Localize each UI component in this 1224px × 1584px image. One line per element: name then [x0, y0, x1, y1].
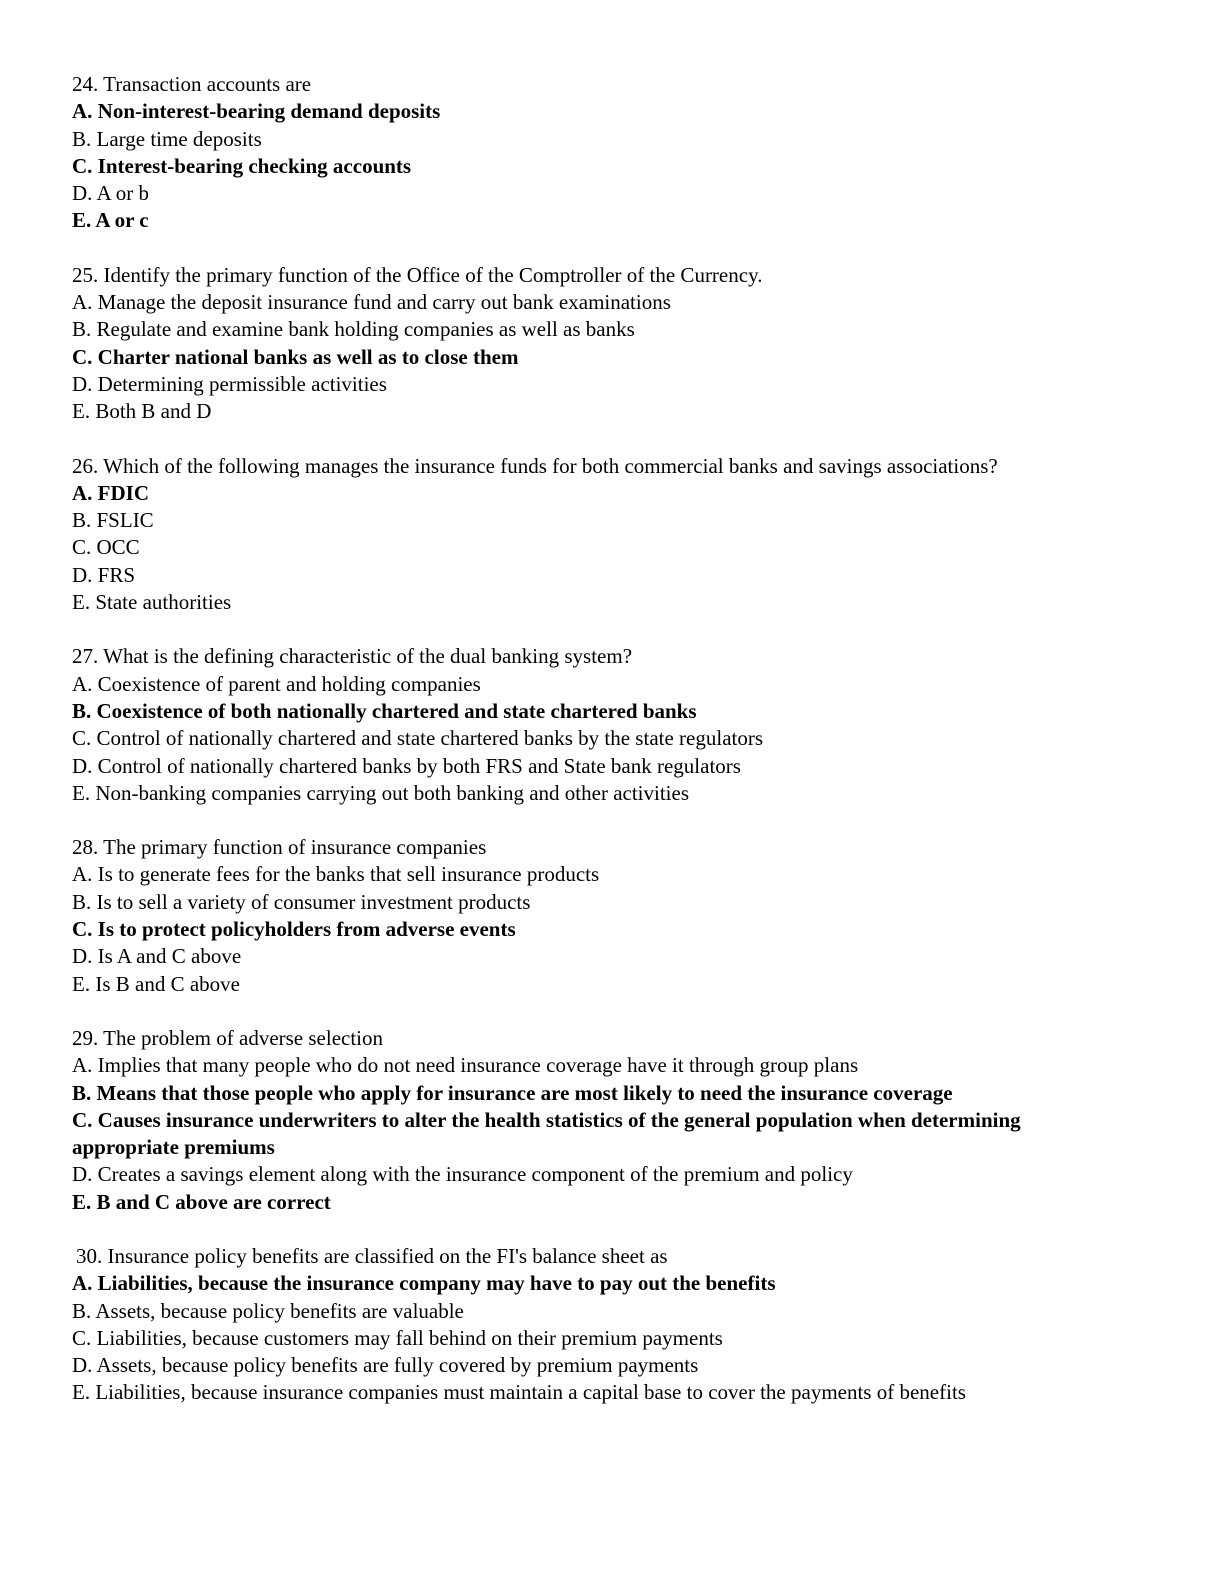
- answer-option: C. Interest-bearing checking accounts: [72, 153, 412, 178]
- answer-option: E. Is B and C above: [72, 971, 240, 996]
- question-24: [72, 71, 1172, 235]
- answer-option: C. Causes insurance underwriters to alter the health statistics of the general population when determining appropriate premiums: [72, 1107, 1021, 1160]
- answer-option: A. Coexistence of parent and holding companies: [72, 671, 481, 696]
- answer-option: E. Liabilities, because insurance companies must maintain a capital base to cover the payments of benefits: [72, 1380, 966, 1405]
- answer-option: D. Is A and C above: [72, 944, 242, 969]
- answer-option: A. Liabilities, because the insurance company may have to pay out the benefits: [72, 1271, 776, 1296]
- answer-option: C. Is to protect policyholders from adverse events: [72, 917, 516, 942]
- question-stem: 25. Identify the primary function of the Office of the Comptroller of the Currency.: [72, 262, 763, 287]
- answer-option: A. FDIC: [72, 480, 149, 505]
- question-29: [72, 1025, 1172, 1216]
- answer-option: B. FSLIC: [72, 508, 154, 533]
- answer-option: E. State authorities: [72, 590, 232, 615]
- answer-option: E. B and C above are correct: [72, 1189, 331, 1214]
- answer-option: D. FRS: [72, 562, 136, 587]
- answer-option: C. Charter national banks as well as to close them: [72, 344, 519, 369]
- answer-option: C. OCC: [72, 535, 140, 560]
- answer-option: E. Both B and D: [72, 399, 212, 424]
- question-28: [72, 834, 1172, 998]
- answer-option: A. Is to generate fees for the banks that sell insurance products: [72, 862, 600, 887]
- answer-option: D. Assets, because policy benefits are fully covered by premium payments: [72, 1353, 699, 1378]
- answer-option: D. Determining permissible activities: [72, 371, 387, 396]
- answer-option: B. Coexistence of both nationally chartered and state chartered banks: [72, 698, 697, 723]
- answer-option: D. Creates a savings element along with the insurance component of the premium and policy: [72, 1162, 853, 1187]
- question-stem: 24. Transaction accounts are: [72, 72, 312, 96]
- question-27: [72, 643, 1172, 807]
- question-30: [72, 1243, 1172, 1407]
- question-stem: 30. Insurance policy benefits are classified on the FI's balance sheet as: [76, 1243, 668, 1268]
- answer-option: B. Means that those people who apply for insurance are most likely to need the insurance coverage: [72, 1080, 953, 1105]
- question-stem: 28. The primary function of insurance companies: [72, 835, 487, 860]
- answer-option: B. Large time deposits: [72, 126, 262, 151]
- quiz-page: [72, 71, 1172, 1434]
- question-26: [72, 453, 1172, 617]
- question-stem: 27. What is the defining characteristic of the dual banking system?: [72, 644, 633, 669]
- answer-option: B. Assets, because policy benefits are valuable: [72, 1298, 464, 1323]
- answer-option: A. Implies that many people who do not need insurance coverage have it through group plans: [72, 1053, 859, 1078]
- answer-option: D. A or b: [72, 181, 150, 206]
- answer-option: C. Control of nationally chartered and state chartered banks by the state regulators: [72, 726, 764, 751]
- answer-option: B. Regulate and examine bank holding companies as well as banks: [72, 317, 635, 342]
- answer-option: A. Non-interest-bearing demand deposits: [72, 99, 441, 124]
- answer-option: E. A or c: [72, 208, 149, 233]
- answer-option: E. Non-banking companies carrying out both banking and other activities: [72, 780, 690, 805]
- answer-option: A. Manage the deposit insurance fund and carry out bank examinations: [72, 290, 671, 315]
- question-stem: 29. The problem of adverse selection: [72, 1025, 384, 1050]
- answer-option: B. Is to sell a variety of consumer investment products: [72, 889, 531, 914]
- question-25: [72, 262, 1172, 426]
- answer-option: C. Liabilities, because customers may fall behind on their premium payments: [72, 1325, 723, 1350]
- question-stem: 26. Which of the following manages the insurance funds for both commercial banks and savings associations?: [72, 453, 998, 478]
- answer-option: D. Control of nationally chartered banks by both FRS and State bank regulators: [72, 753, 741, 778]
